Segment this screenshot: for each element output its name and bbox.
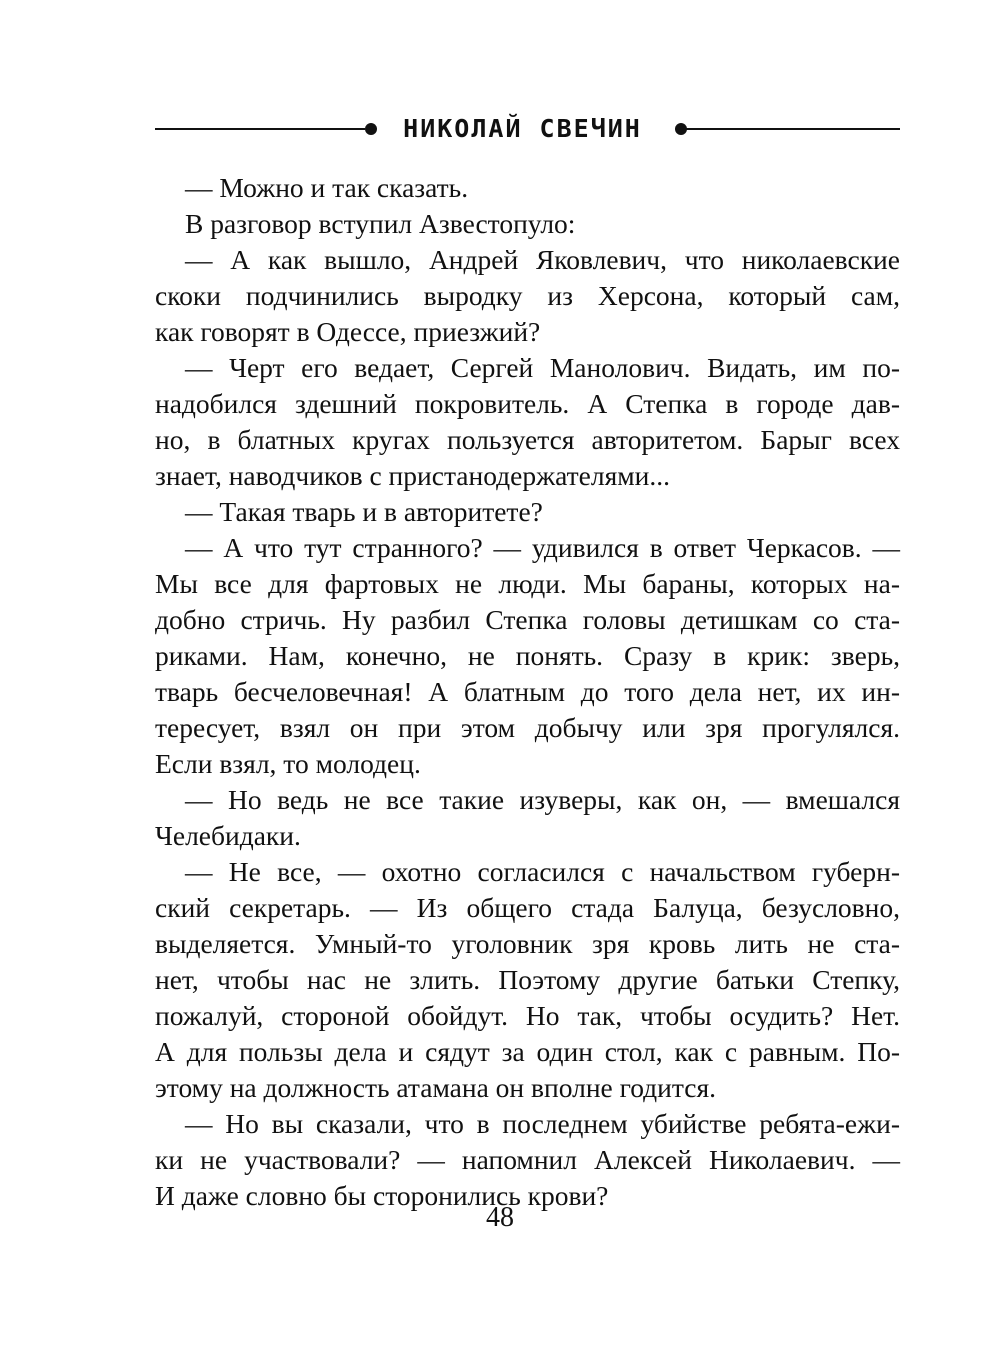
text-line: — Но вы сказали, что в последнем убийстве ребята-ежи-	[185, 1108, 900, 1139]
header-dot-left	[365, 123, 377, 135]
text-line: — Можно и так сказать.	[185, 172, 469, 203]
text-line: — А что тут странного? — удивился в ответ Черкасов. —	[185, 532, 900, 563]
header-rule-right	[685, 128, 900, 130]
text-line: тварь бесчеловечная! А блатным до того дела нет, их ин-	[155, 676, 900, 707]
running-head	[155, 110, 900, 150]
text-line: риками. Нам, конечно, не понять. Сразу в крик: зверь,	[155, 640, 900, 671]
text-line: этому на должность атамана он вполне годится.	[155, 1072, 716, 1103]
text-line: — Не все, — охотно согласился с начальством губерн-	[185, 856, 900, 887]
page-number: 48	[486, 1202, 514, 1233]
text-line: Если взял, то молодец.	[155, 748, 421, 779]
text-line: нет, чтобы нас не злить. Поэтому другие батьки Степку,	[155, 964, 900, 995]
text-line: ский секретарь. — Из общего стада Балуца, безусловно,	[155, 892, 900, 923]
text-line: Челебидаки.	[155, 820, 301, 851]
text-line: Мы все для фартовых не люди. Мы бараны, которых на-	[155, 568, 900, 599]
text-line: — Черт его ведает, Сергей Манолович. Видать, им по-	[185, 352, 900, 383]
text-line: знает, наводчиков с пристанодержателями...	[155, 460, 670, 491]
text-line: А для пользы дела и сядут за один стол, как с равным. По-	[155, 1036, 900, 1067]
author-name: НИКОЛАЙ СВЕЧИН	[403, 114, 642, 143]
text-line: пожалуй, стороной обойдут. Но так, чтобы осудить? Нет.	[155, 1000, 900, 1031]
text-line: скоки подчинились выродку из Херсона, который сам,	[155, 280, 900, 311]
text-line: как говорят в Одессе, приезжий?	[155, 316, 541, 347]
text-line: — Такая тварь и в авторитете?	[185, 496, 543, 527]
text-line: В разговор вступил Азвестопуло:	[185, 208, 576, 239]
text-line: тересует, взял он при этом добычу или зря прогулялся.	[155, 712, 900, 743]
text-line: — Но ведь не все такие изуверы, как он, — вмешался	[185, 784, 900, 815]
text-line: — А как вышло, Андрей Яковлевич, что николаевские	[185, 244, 900, 275]
text-line: но, в блатных кругах пользуется авторитетом. Барыг всех	[155, 424, 900, 455]
body-text	[155, 170, 900, 1214]
text-line: И даже словно бы сторонились крови?	[155, 1180, 609, 1211]
header-rule-left	[155, 128, 365, 130]
text-line: добно стричь. Ну разбил Степка головы детишкам со ста-	[155, 604, 900, 635]
text-line: ки не участвовали? — напомнил Алексей Николаевич. —	[155, 1144, 900, 1175]
text-line: надобился здешний покровитель. А Степка в городе дав-	[155, 388, 900, 419]
text-line: выделяется. Умный-то уголовник зря кровь лить не ста-	[155, 928, 900, 959]
